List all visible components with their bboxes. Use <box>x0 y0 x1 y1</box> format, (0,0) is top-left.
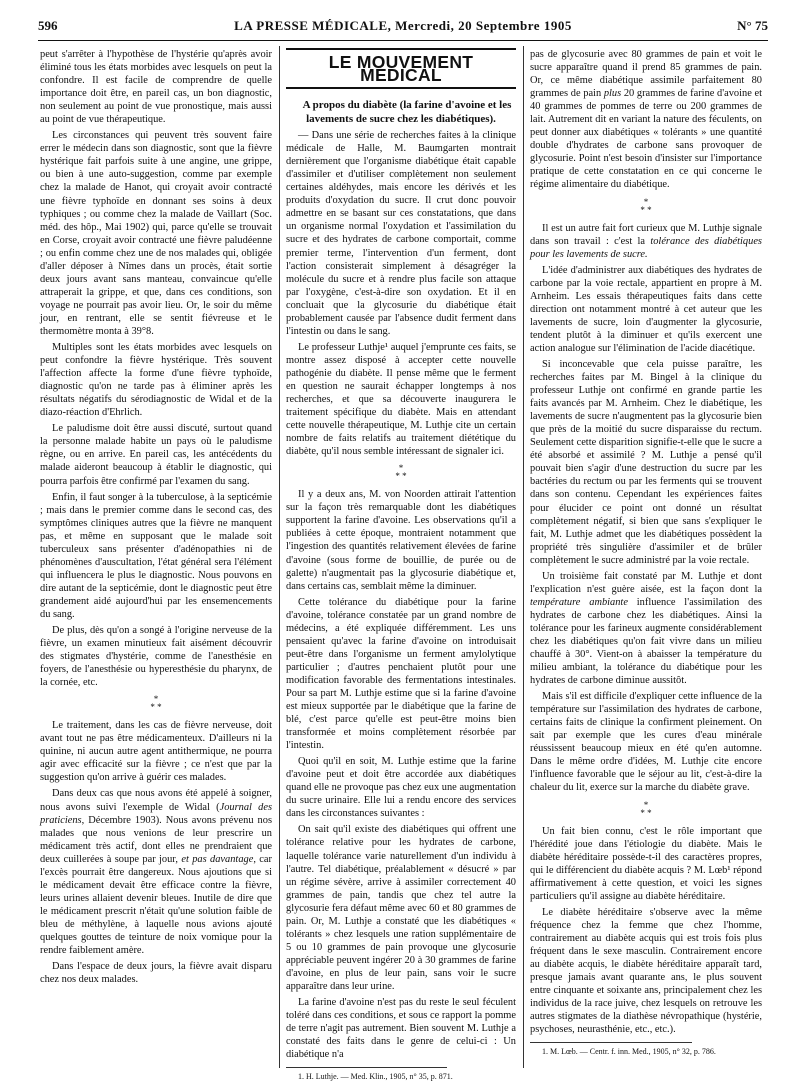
paragraph: Dans l'espace de deux jours, la fièvre avait disparu chez nos deux malades. <box>40 961 272 986</box>
article-title: A propos du diabète (la farine d'avoine et les lavements de sucre chez les diabétiques). <box>302 99 512 125</box>
page-number: 596 <box>38 18 58 33</box>
asterism: * * * <box>395 463 407 482</box>
paragraph <box>530 48 762 192</box>
column-middle <box>286 48 516 1082</box>
paragraph: Mais s'il est difficile d'expliquer cette influence de la température sur l'assimilation des hydrates de carbone, certains faits de clinique la confirment pleinement. On sait par exemple que les cures d'eau minérale réussissent beaucoup mieux en été qu'en automne. Dans le même ordre d'idées, M. Luthje cite encore l'influence favorable que le séjour au lit, c'est-à-dire la chaleur du lit, exerce sur la marche du diabète grave. <box>530 691 762 794</box>
paragraph <box>530 570 762 687</box>
footnote-rule <box>530 1042 692 1043</box>
masthead <box>38 18 768 34</box>
text-run: 20 grammes de farine d'avoine et 40 grammes de pommes de terre ou 200 grammes de lait. Autrement dit en variant la nature des féculents, on peut donner aux diabétiques « tolérants » une quantité double d'hydrates de carbone sans provoquer de glycosurie. Point n'est besoin d'insister sur l'importance pratique de cette constatation en ce qui concerne le régime alimentaire du diabétique. <box>530 88 762 191</box>
paragraph: Multiples sont les états morbides avec lesquels on peut confondre la fièvre hystérique. Très souvent l'affection affecte la forme d'une fièvre typhoïde, diagnostic qu'on ne tarde pas à éliminer après les résultats négatifs du sérodiagnostic de Widal et de la diazo-réaction d'Ehrlich. <box>40 342 272 419</box>
page-header <box>38 16 768 38</box>
column-divider <box>523 46 524 1068</box>
column-right <box>530 48 762 1066</box>
paragraph: Le professeur Luthje¹ auquel j'emprunte ces faits, se montre assez disposé à accepter cette nouvelle pathogénie du diabète. Il pense même que le ferment en question ne saurait échapper longtemps à nos recherches, et que sa découverte inaugurera le traitement spécifique du diabète. Mais en attendant cette nouvelle thérapeutique, M. Luthje cite un certain nombre de faits relatifs au traitement diététique du diabète, qu'il nous semble intéressant de signaler ici. <box>286 341 516 458</box>
paragraph: La farine d'avoine n'est pas du reste le seul féculent toléré dans ces conditions, et sous ce rapport la pomme de terre n'agit pas autrement. Bien souvent M. Luthje a constaté des faits dans le genre de celui-ci : Un diabétique n'a <box>286 997 516 1061</box>
paragraph: Les circonstances qui peuvent très souvent faire errer le médecin dans son diagnostic, sont que la fièvre hystérique fait parfois suite à une angine, une grippe, ou bien à une auto-suggestion, comme par exemple chez la malade de Hanot, qui croyait avoir contracté une fièvre typhoïde en donnant ses soins à deux typhiques ; ou comme chez la malade de Vaillart (Soc. méd. des hôp., Mai 1902) qui, parce qu'elle se trouvait en Corse, croyait avoir contracté une fièvre paludéenne ; ou enfin comme chez une de nos malades qui, obligée d'aller déposer à Nîmes dans un procès, était sortie deux jours avant sans manteau, convaincue qu'elle attraperait la grippe, et que, dans ces conditions, son voyage ne pourrait pas avoir lieu. Or, le soir du même jour, en rentrant, elle se sentit fiévreuse et le thermomètre monta à 39°8. <box>40 130 272 337</box>
header-rule <box>38 40 768 41</box>
asterism: * * * <box>150 694 162 713</box>
issue-number: N° 75 <box>737 18 768 33</box>
italic-text: et pas davantage <box>181 853 254 865</box>
paragraph: Un fait bien connu, c'est le rôle important que l'hérédité joue dans l'étiologie du diabète. Mais le diabète héréditaire possède-t-il des caractères propres, qui le différencient du diabète acquis ? M. Lœb¹ répond affirmativement à cette question, et voici les signes particuliers qu'il assigne au diabète héréditaire. <box>530 825 762 902</box>
footnote: 1. M. Lœb. — Centr. f. inn. Med., 1905, n° 32, p. 786. <box>542 1047 716 1057</box>
text-run: pas de glycosurie avec 80 grammes de pain et voit le sucre apparaître quand il prend 85 grammes de pain. Or, ce même diabétique assimile parfaitement 80 grammes de pain <box>530 49 762 100</box>
paragraph: Enfin, il faut songer à la tuberculose, à la septicémie ; mais dans le premier comme dans le second cas, des symptômes cliniques autres que la fièvre ne manquent pas, et même en supposant que le malade soit tuberculeux sans présenter d'adénopathies ni de phénomènes d'auscultation, l'état général sera l'élément qui influencera le plus le diagnostic. Nous pouvons en dire autant de la septicémie, dont le diagnostic peut être grandement aidé aujourd'hui par les ensemencements du sang. <box>40 491 272 620</box>
text-run: Dans deux cas que nous avons été appelé à soigner, nous avons suivi l'exemple de Widal ( <box>40 788 272 813</box>
footnote: 1. H. Luthje. — Med. Klin., 1905, n° 35, p. 871. <box>298 1072 453 1082</box>
masthead-title: LA PRESSE MÉDICALE, Mercredi, 20 Septembre 1905 <box>234 18 572 33</box>
footnote-rule <box>286 1067 447 1068</box>
text-run: , car l'excès pourrait être dangereux. Nous ajoutions que si le médicament devait être efficace contre la fièvre, leurs urines allaient devenir bleues. Inutile de dire que le médicament prescrit n'était qu'une solution faible de bleu de méthylène, à laquelle nous avions ajouté quelques gouttes de teinture de noix vomique pour la rendre faiblement amère. <box>40 853 272 957</box>
paragraph: peut s'arrêter à l'hypothèse de l'hystérie qu'après avoir éliminé tous les états morbides avec lesquels on peut la confondre. Il est facile de comprendre de quelle importance doit être, en pareil cas, un bon diagnostic, non seulement au point de vue pronostique, mais aussi au point de vue thérapeutique. <box>40 49 272 126</box>
column-divider <box>279 46 280 1068</box>
italic-text: plus <box>603 88 622 100</box>
text-run: Il est un autre fait fort curieux que M. Luthje signale dans son travail : c'est la <box>530 222 762 247</box>
paragraph <box>530 222 762 261</box>
text-run: , Décembre 1903). Nous avons prévenu nos malades que nous venions de leur prescrire un médicament très actif, dont elles ne prendraient que deux cuillerées à soupe par jour, <box>40 814 272 865</box>
paragraph: De plus, dès qu'on a songé à l'origine nerveuse de la fièvre, un examen minutieux fait aisément découvrir des stigmates d'hystérie, comme de l'anesthésie en foyers, de l'anesthésie ou hyperesthésie du pharynx, de la cornée, etc. <box>40 625 272 689</box>
paragraph: Le paludisme doit être aussi discuté, surtout quand la personne malade habite un pays où le paludisme règne, ou en arrive. En pareil cas, les antécédents du malade aideront beaucoup à établir le diagnostic, qui pourra parfois être confirmé par l'examen du sang. <box>40 423 272 487</box>
paragraph: Le traitement, dans les cas de fièvre nerveuse, doit avant tout ne pas être médicamenteux. D'ailleurs ni la quinine, ni aucun autre agent antithermique, ne pourra agir avec efficacité sur la fièvre ; ce n'est que par la suggestion qu'on arrive à guérir ces malades. <box>40 720 272 784</box>
italic-text: tolérance des diabétiques pour les lavements de sucre. <box>530 235 762 260</box>
asterism: * * * <box>640 196 652 215</box>
section-heading-box <box>286 48 516 89</box>
paragraph: Si inconcevable que cela puisse paraître, les recherches faites par M. Bingel à la clinique du professeur Luthje ont confirmé en grande partie les faits avancés par M. Arnheim. Chez le diabétique, les lavements de sucre n'augmentent pas la glycosurie bien que près de la moitié du sucre disparaisse du rectum. Seulement cette disparition signifie-t-elle que le sucre a été absorbé et assimilé ? M. Luthje a pensé qu'il pouvait bien s'agir d'une destruction du sucre par les bactéries du rectum ou par les ferments qui se trouvent dans son contenu. Cependant les expériences faites pour élucider ce point ont donné un résultat complètement négatif, si bien que sans s'expliquer le fait, M. Luthje admet que les diabétiques possèdent la propriété très singulière d'assimiler et de brûler complètement le sucre administré par la voie rectale. <box>530 358 762 566</box>
paragraph: Il y a deux ans, M. von Noorden attirait l'attention sur la façon très remarquable dont les diabétiques supportent la farine d'avoine. Les observations qu'il a publiées à cette époque, montraient notamment que l'ingestion des quantités relativement élevées de farine d'avoine (sous forme de bouillie, de purée ou de galette) n'augmentait pas la glycosurie diabétique et, dans certains cas, semblait même la diminuer. <box>286 489 516 592</box>
italic-text: température ambiante <box>530 596 628 608</box>
paragraph: On sait qu'il existe des diabétiques qui offrent une tolérance relative pour les hydrates de carbone, laquelle tolérance varie naturellement d'un individu à l'autre. Tel diabétique, préalablement « désucré » par un régime sévère, arrive à assimiler correctement 40 grammes de pain, tandis que chez tel autre la glycosurie fera défaut même avec 60 et 80 grammes de pain. Or, M. Luthje a constaté que les diabétiques « tolérants » chez lesquels une ration supplémentaire de 5 ou 10 grammes de pain provoque une glycosurie appréciable peuvent ingérer 20 à 30 grammes de farine d'avoine, en plus de leur pain, sans voir le sucre apparaître dans leur urine. <box>286 824 516 992</box>
column-left <box>40 48 272 1066</box>
paragraph: — Dans une série de recherches faites à la clinique médicale de Halle, M. Baumgarten montrait dernièrement que l'organisme diabétique était capable d'assimiler et d'utiliser complètement non seulement certaines aldéhydes, mais encore les dérivés et les produits d'oxydation du sucre. Il crut donc pouvoir admettre en se basant sur ces constatations, que dans un organisme normal l'oxydation et l'assimilation du sucre et des hydrates de carbone comportait, comme premier terme, l'intervention d'un ferment, dont l'action consisterait simplement à désagréger la molécule du sucre et à rendre plus facile son attaque par l'oxygène, c'est-à-dire son oxydation. Et il en concluait que la glycosurie du diabétique était probablement causée par l'absence dudit ferment dans l'intestin ou dans le sang. <box>286 130 516 337</box>
text-run: influence l'assimilation des hydrates de carbone chez les diabétiques. Ainsi la tolérance pour les farineux augmente considérablement chez les diabétiques qu'on fait vivre dans un milieu chauffé à 30°. Vient-on à abaisser la température du milieu ambiant, la tolérance du diabétique pour les hydrates de carbone diminue aussitôt. <box>530 596 762 687</box>
section-title: LE MOUVEMENT MÉDICAL <box>328 52 474 86</box>
italic-text: Journal des praticiens <box>40 801 272 826</box>
paragraph: Le diabète héréditaire s'observe avec la même fréquence chez la femme que chez l'homme, contrairement au diabète acquis qui est trois fois plus fréquent dans le sexe masculin. Contrairement encore au diabète acquis, le diabète héréditaire apparaît tard, presque jamais avant quarante ans, le plus souvent entre cinquante et soixante ans, principalement chez les individus de la race juive, chez lesquels on retrouve les autres stigmates de la diathèse névropathique (hystérie, psychoses, neurasthénie, etc., etc.). <box>530 906 762 1036</box>
paragraph <box>40 787 272 957</box>
paragraph: Quoi qu'il en soit, M. Luthje estime que la farine d'avoine peut et doit être accordée aux diabétiques quand elle ne provoque pas chez eux une augmentation du sucre urinaire. Elle lui a rendu encore des services dans les circonstances suivantes : <box>286 756 516 820</box>
asterism: * * * <box>640 799 652 818</box>
paragraph: L'idée d'administrer aux diabétiques des hydrates de carbone par la voie rectale, appartient en propre à M. Arnheim. Les essais thérapeutiques faits dans cette direction ont notamment montré à cet auteur que les lavements de sucre, loin d'augmenter la glycosurie, tendent plutôt à la diminuer et qu'ils exercent une action analogue sur l'élimination de l'acide diacétique. <box>530 264 762 354</box>
paragraph: Cette tolérance du diabétique pour la farine d'avoine, tolérance constatée par un grand nombre de médecins, a été expliquée différemment. Les uns pensaient qu'avec la farine d'avoine on introduisait peut-être dans l'organisme un ferment amylolytique particulier ; d'autres penchaient plutôt pour une modification favorable des fermentations intestinales. Pour sa part M. Luthje estime que si la farine d'avoine est mieux supportée par le diabétique que la farine de blé, c'est parce qu'elle est peut-être moins bien transformée et moins complètement résorbée par l'intestin. <box>286 596 516 752</box>
text-run: Un troisième fait constaté par M. Luthje et dont l'explication n'est guère aisée, est la façon dont la <box>530 570 762 595</box>
